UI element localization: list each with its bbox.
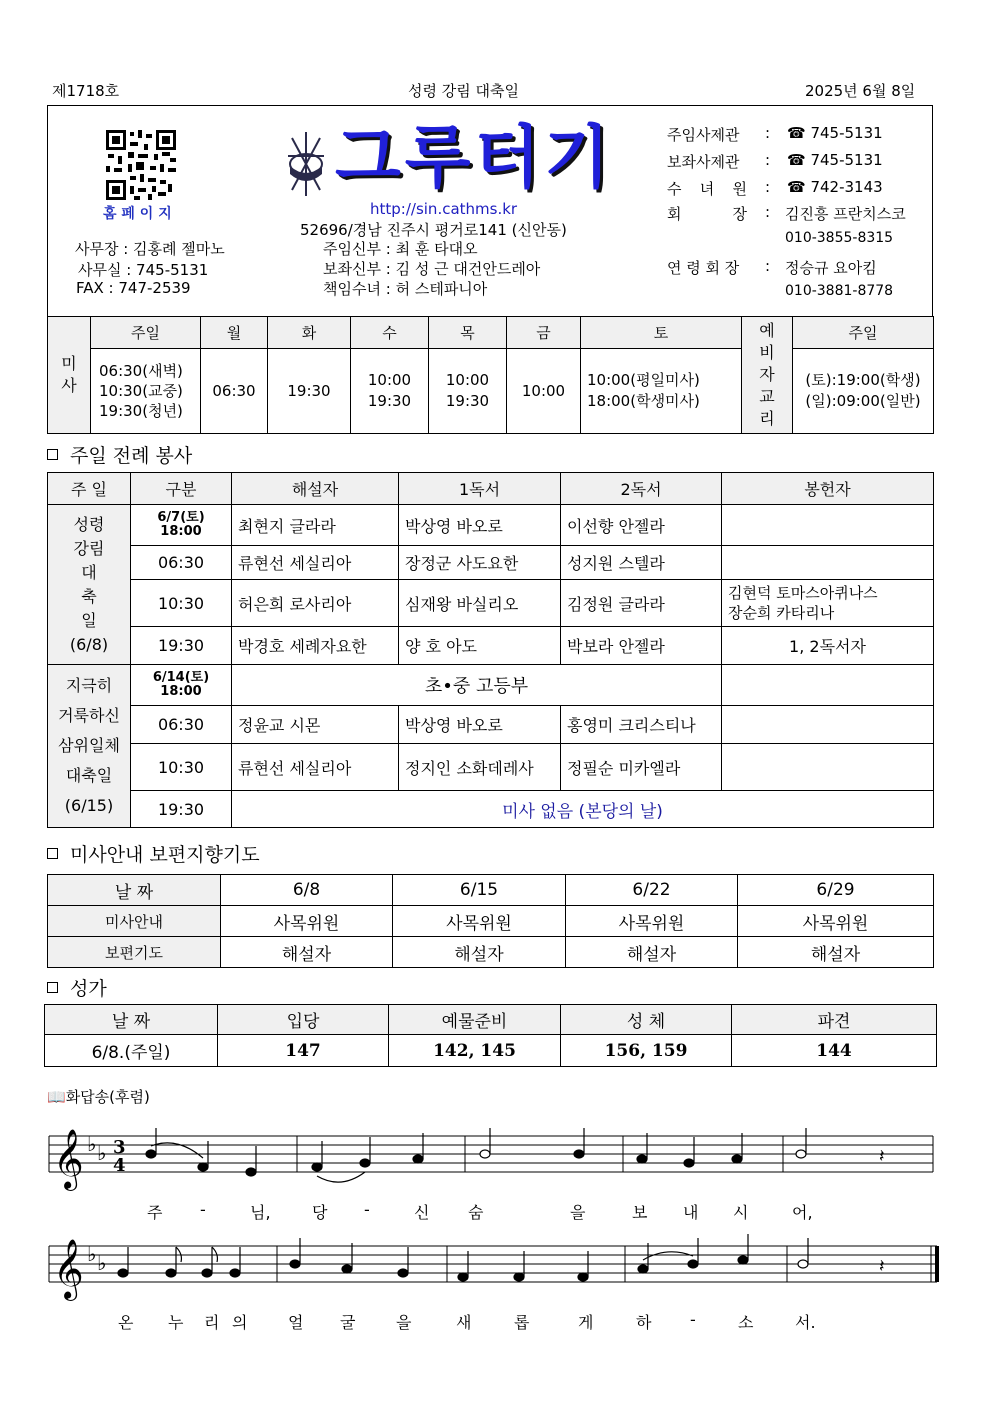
no-mass-notice: 미사 없음 (본당의 날) (232, 791, 934, 828)
reading1: 심재왕 바실리오 (399, 580, 561, 627)
lyric-syllable: 을 (570, 1203, 586, 1222)
reading2: 정필순 미카엘라 (561, 744, 722, 791)
issue-number: 제1718호 (52, 82, 120, 100)
mass-time: 10:00 (367, 371, 412, 389)
secretary-chief: 사무장 : 김홍례 젤마노 (75, 240, 225, 258)
homepage-label: 홈 페 이 지 (103, 206, 172, 222)
lyric-syllable: 의 (232, 1313, 248, 1332)
catechism-times (793, 349, 934, 434)
header-col: 6/22 (566, 875, 738, 906)
lyric-syllable: 새 (456, 1313, 472, 1332)
commentator: 최현지 글라라 (232, 505, 399, 546)
hymn-table (44, 1004, 937, 1067)
feast-line: 일 (81, 610, 97, 630)
feast1-cell (48, 505, 131, 665)
clergy-name: 허 스테파니아 (395, 280, 488, 298)
reading2: 성지원 스텔라 (561, 546, 722, 580)
header-sunday: 주일 (91, 317, 201, 349)
time-day: 6/14(토) (152, 670, 210, 685)
clergy-assistant (323, 258, 540, 279)
lyric-syllable: 당 (312, 1203, 328, 1222)
feast-line: 대축일 (65, 766, 113, 785)
contact-label-main: 주임사제관 (667, 126, 740, 144)
lyric-syllable: 서. (795, 1313, 816, 1332)
catechism-label-cell (742, 317, 793, 434)
section-liturgy (47, 441, 192, 468)
guide-value: 사목위원 (738, 906, 934, 937)
lyric-syllable: 굴 (340, 1313, 356, 1332)
svg-text:𝄞: 𝄞 (53, 1239, 84, 1299)
header-sat: 토 (581, 317, 742, 349)
header-entrance: 입당 (218, 1005, 389, 1035)
time-cell: 06:30 (131, 546, 232, 580)
lyric-syllable: 신 (414, 1203, 430, 1222)
time-day: 6/7(토) (157, 510, 205, 525)
header-date: 날 짜 (48, 875, 221, 906)
colon: : (765, 257, 771, 275)
time-cell (131, 505, 232, 546)
mass-time: 19:30 (367, 392, 412, 410)
wed-times (351, 349, 429, 434)
header-category: 구분 (131, 473, 232, 505)
svg-text:♭: ♭ (97, 1141, 107, 1165)
qr-code-icon[interactable] (106, 130, 176, 200)
commentator: 류현선 세실리아 (232, 546, 399, 580)
feast-line: 성령 (73, 514, 105, 534)
svg-text:♭: ♭ (87, 1242, 97, 1266)
svg-text:♭: ♭ (97, 1251, 107, 1275)
header-catechism-sunday: 주일 (793, 317, 934, 349)
offerer-name: 김현덕 토마스아퀴나스 (728, 584, 878, 602)
contact-label-assistant: 보좌사제관 (667, 153, 740, 171)
hymn-dismissal: 144 (732, 1035, 937, 1067)
feast-line: (6/15) (64, 796, 114, 815)
section-hymns (47, 974, 107, 1001)
mass-row-label (48, 317, 91, 434)
contact-phone-convent: ☎ 742-3143 (787, 178, 883, 196)
time-hour: 18:00 (160, 524, 202, 539)
lyric-syllable: 주 (147, 1203, 163, 1222)
header-sunday: 주 일 (48, 473, 131, 505)
president-name: 김진흥 프란치스코 (785, 205, 906, 223)
feast2-cell (48, 665, 131, 828)
header-mon: 월 (201, 317, 268, 349)
clergy-sister (323, 278, 487, 299)
header-col: 6/15 (393, 875, 566, 906)
time-hour: 18:00 (160, 684, 202, 699)
reading1: 장정군 사도요한 (399, 546, 561, 580)
header-offertory: 예물준비 (389, 1005, 561, 1035)
reading2: 박보라 안젤라 (561, 627, 722, 665)
svg-text:3: 3 (113, 1137, 126, 1158)
hymn-communion: 156, 159 (561, 1035, 732, 1067)
feast-line: 강림 (73, 538, 105, 558)
header-wed: 수 (351, 317, 429, 349)
liturgy-table (47, 472, 934, 828)
commentator: 정윤교 시몬 (232, 706, 399, 744)
mass-time: 10:30(교중) (99, 382, 183, 400)
mon-time: 06:30 (201, 349, 268, 434)
lyric-syllable: 게 (578, 1313, 594, 1332)
federation-president-name: 정승규 요아킴 (785, 259, 877, 277)
feast-line: 대 (81, 562, 97, 582)
lyric-syllable: 을 (396, 1313, 412, 1332)
logo-title: 그루터기 (335, 119, 614, 198)
lyric-syllable: 리 (204, 1313, 220, 1332)
feast-title: 성령 강림 대축일 (408, 82, 519, 100)
president-phone: 010-3855-8315 (785, 230, 894, 246)
reading1: 박상영 바오로 (399, 706, 561, 744)
section-title: 주일 전례 봉사 (70, 445, 193, 467)
svg-text:𝄽: 𝄽 (879, 1256, 885, 1277)
hymn-entrance: 147 (218, 1035, 389, 1067)
lyric-syllable: 롭 (514, 1313, 530, 1332)
reading1: 박상영 바오로 (399, 505, 561, 546)
feast-line: (6/8) (69, 634, 109, 654)
clergy-role: 보좌신부 : (323, 260, 391, 278)
lyric-syllable: - (690, 1310, 696, 1329)
offerer (722, 706, 934, 744)
fri-time: 10:00 (507, 349, 581, 434)
lyric-syllable: 숨 (468, 1203, 484, 1222)
header-date: 날 짜 (45, 1005, 218, 1035)
clergy-role: 책임수녀 : (323, 280, 391, 298)
offerer (722, 744, 934, 791)
header-reading2: 2독서 (561, 473, 722, 505)
commentator: 류현선 세실리아 (232, 744, 399, 791)
contact-label-president: 회 장 (667, 205, 747, 223)
website-link[interactable]: http://sin.cathms.kr (370, 200, 518, 218)
feast-line: 지극히 (65, 676, 113, 695)
guide-value: 사목위원 (393, 906, 566, 937)
header-col: 6/29 (738, 875, 934, 906)
lyric-syllable: 님, (250, 1203, 271, 1222)
guide-value: 해설자 (566, 937, 738, 968)
catechism-time: (토):19:00(학생) (805, 371, 921, 389)
feast-line: 축 (81, 586, 97, 606)
time-cell: 19:30 (131, 791, 232, 828)
reading2: 홍영미 크리스티나 (561, 706, 722, 744)
svg-text:♭: ♭ (87, 1132, 97, 1156)
svg-text:𝄽: 𝄽 (879, 1146, 885, 1167)
offerer (722, 546, 934, 580)
hymn-offertory: 142, 145 (389, 1035, 561, 1067)
colon: : (765, 124, 771, 142)
catechism-label: 예비자교리 (759, 321, 775, 428)
address: 52696/경남 진주시 평거로141 (신안동) (300, 221, 567, 239)
guide-table (47, 874, 934, 968)
lyric-syllable: - (200, 1200, 206, 1219)
mass-time: 18:00(학생미사) (587, 392, 700, 410)
mass-time: 10:00(평일미사) (587, 371, 700, 389)
row-label: 보편기도 (48, 937, 221, 968)
svg-text:4: 4 (113, 1155, 126, 1176)
header-thu: 목 (429, 317, 507, 349)
time-cell: 19:30 (131, 627, 232, 665)
clergy-role: 주임신부 : (323, 240, 391, 258)
clergy-name: 김 성 근 대건안드레아 (395, 260, 541, 278)
fax-number: FAX : 747-2539 (76, 279, 191, 297)
offerer (722, 580, 934, 627)
mass-label: 미사 (61, 354, 77, 395)
header-reading1: 1독서 (399, 473, 561, 505)
mass-time: 19:30 (445, 392, 490, 410)
issue-date: 2025년 6월 8일 (805, 82, 916, 100)
federation-president-phone: 010-3881-8778 (785, 283, 894, 299)
offerer: 1, 2독서자 (722, 627, 934, 665)
guide-value: 사목위원 (566, 906, 738, 937)
header-tue: 화 (268, 317, 351, 349)
sat-times (581, 349, 742, 434)
time-cell: 06:30 (131, 706, 232, 744)
office-phone: 사무실 : 745-5131 (78, 261, 209, 279)
guide-value: 해설자 (738, 937, 934, 968)
contact-phone-main: ☎ 745-5131 (787, 124, 883, 142)
feast-line: 거룩하신 (58, 706, 120, 725)
svg-text:𝄞: 𝄞 (53, 1129, 84, 1189)
colon: : (765, 151, 771, 169)
hymn-date: 6/8.(주일) (45, 1035, 218, 1067)
clergy-main (323, 238, 478, 259)
guide-value: 해설자 (221, 937, 393, 968)
lyric-syllable: 온 (118, 1313, 134, 1332)
clergy-name: 최 훈 타대오 (395, 240, 478, 258)
section-guide (47, 840, 260, 867)
lyric-syllable: 내 (683, 1203, 699, 1222)
contact-phone-assistant: ☎ 745-5131 (787, 151, 883, 169)
psalm-label: 화답송(후렴) (65, 1088, 150, 1106)
catechism-time: (일):09:00(일반) (805, 392, 921, 410)
header-commentator: 해설자 (232, 473, 399, 505)
commentator: 허은희 로사리아 (232, 580, 399, 627)
reading2: 이선향 안젤라 (561, 505, 722, 546)
offerer (722, 505, 934, 546)
time-cell: 10:30 (131, 580, 232, 627)
offerer (722, 665, 934, 706)
colon: : (765, 178, 771, 196)
section-title: 미사안내 보편지향기도 (70, 844, 260, 866)
lyric-syllable: 보 (632, 1203, 648, 1222)
header-fri: 금 (507, 317, 581, 349)
guide-value: 사목위원 (221, 906, 393, 937)
reading1: 정지인 소화데레사 (399, 744, 561, 791)
reading1: 양 호 아도 (399, 627, 561, 665)
lyric-syllable: 얼 (288, 1313, 304, 1332)
time-cell (131, 665, 232, 706)
cross-emblem-icon (282, 130, 330, 198)
psalm-heading (47, 1086, 150, 1107)
mass-time: 06:30(새벽) (99, 362, 183, 380)
lyric-syllable: 하 (636, 1313, 652, 1332)
guide-value: 해설자 (393, 937, 566, 968)
lyric-syllable: 소 (738, 1313, 754, 1332)
music-staff-1 (47, 1118, 937, 1198)
mass-schedule-table (47, 316, 934, 434)
lyric-syllable: 어, (792, 1203, 813, 1222)
header-offerer: 봉헌자 (722, 473, 934, 505)
music-staff-2 (47, 1228, 942, 1308)
header-communion: 성 체 (561, 1005, 732, 1035)
tue-time: 19:30 (268, 349, 351, 434)
contact-label-convent: 수 녀 원 (667, 180, 747, 198)
offerer-name: 장순희 카타리나 (728, 604, 835, 622)
mass-time: 19:30(청년) (99, 402, 183, 420)
square-bullet-icon (47, 848, 58, 859)
thu-times (429, 349, 507, 434)
reading2: 김정원 글라라 (561, 580, 722, 627)
square-bullet-icon (47, 449, 58, 460)
book-icon: 📖 (47, 1088, 66, 1106)
section-title: 성가 (70, 978, 107, 1000)
header-dismissal: 파견 (732, 1005, 937, 1035)
square-bullet-icon (47, 982, 58, 993)
lyric-syllable: - (364, 1200, 370, 1219)
commentator: 박경호 세례자요한 (232, 627, 399, 665)
header-col: 6/8 (221, 875, 393, 906)
feast-line: 삼위일체 (58, 736, 120, 755)
lyric-syllable: 시 (733, 1203, 749, 1222)
lyric-syllable: 누 (168, 1313, 184, 1332)
merged-cell: 초•중 고등부 (232, 665, 722, 706)
contact-label-federation: 연 령 회 장 (667, 259, 740, 277)
time-cell: 10:30 (131, 744, 232, 791)
sunday-times (91, 349, 201, 434)
row-label: 미사안내 (48, 906, 221, 937)
mass-time: 10:00 (445, 371, 490, 389)
colon: : (765, 203, 771, 221)
